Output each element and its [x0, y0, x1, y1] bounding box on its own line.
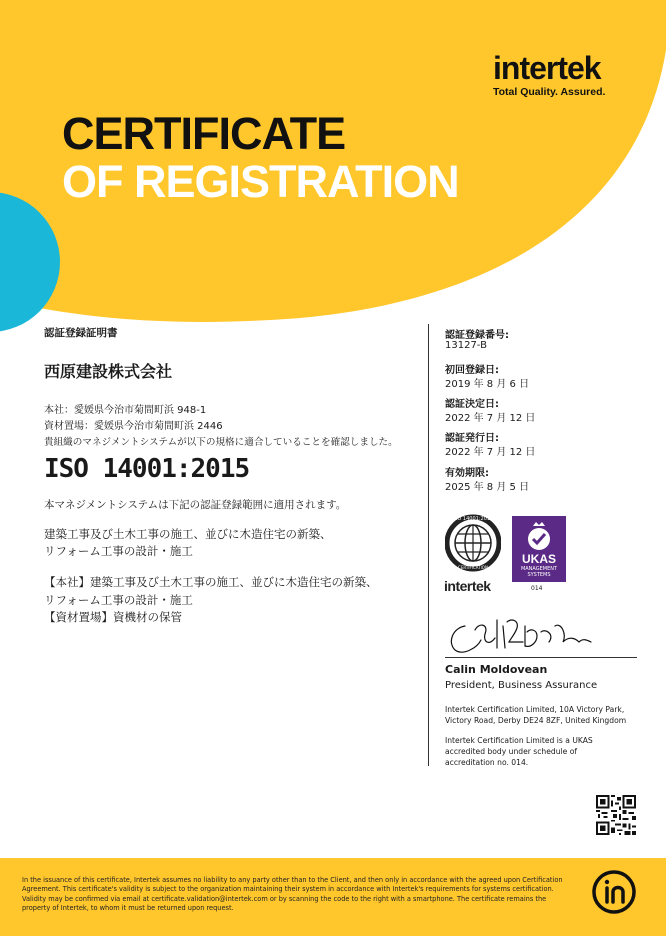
signatory-name: Calin Moldovean — [445, 663, 548, 676]
footer-disclaimer — [22, 876, 567, 914]
title-line-1: CERTIFICATE — [62, 108, 346, 159]
logo-tagline: Total Quality. Assured. — [493, 86, 606, 98]
ukas-statement-line: accreditation no. 014. — [445, 758, 529, 767]
address-line: 資材置場：愛媛県今治市菊間町浜 2446 — [44, 421, 223, 432]
seal-ring-bottom: CERTIFICATION — [458, 565, 488, 570]
confirmation-text: 貴組織のマネジメントシステムが以下の規格に適合していることを確認しました。 — [44, 437, 398, 448]
signatory-title: President, Business Assurance — [445, 680, 598, 691]
signature-line — [445, 657, 637, 658]
address-line: 本社：愛媛県今治市菊間町浜 948-1 — [44, 405, 207, 416]
field-value: 2022 年 7 月 12 日 — [445, 447, 536, 458]
certificate-title — [62, 110, 459, 206]
ukas-mark — [512, 516, 566, 582]
iso-certification-seal — [445, 513, 501, 577]
footer-line: In the issuance of this certificate, Intertek assumes no liability to any party other than to the Client, and then only in accordance with the agreed upon Certification — [22, 876, 563, 884]
ukas-number: 014 — [531, 585, 543, 592]
field-label: 有効期限: — [445, 468, 489, 479]
field-label: 認証決定日: — [445, 399, 499, 410]
document-label: 認証登録証明書 — [44, 327, 118, 339]
iso-standard: ISO 14001:2015 — [44, 454, 250, 484]
scope-line: 【本社】建築工事及び土木工事の施工、並びに木造住宅の新築、 — [44, 575, 378, 589]
footer-line: property of Intertek, to whom it must be returned upon request. — [22, 904, 234, 913]
field-value: 2025 年 8 月 5 日 — [445, 482, 530, 493]
footer-line: Validity may be confirmed via email at certificate.validation@intertek.com or by scanning the code to the right with a smartphone. The certificate remains the — [22, 894, 547, 903]
field-value: 2022 年 7 月 12 日 — [445, 413, 536, 424]
ukas-sub: MANAGEMENT — [520, 566, 558, 572]
issuer-address-line: Intertek Certification Limited, 10A Victory Park, — [445, 705, 625, 714]
scope-intro: 本マネジメントシステムは下記の認証登録範囲に適用されます。 — [44, 499, 347, 511]
intertek-logo — [493, 52, 605, 98]
title-line-2: OF REGISTRATION — [62, 156, 459, 207]
ukas-statement-line: accredited body under schedule of — [445, 747, 578, 756]
seal-wordmark: intertek — [444, 578, 491, 594]
seal-ring-text: ISO 14001:2015 — [452, 516, 494, 522]
scope-line: リフォーム工事の設計・施工 — [44, 593, 193, 607]
field-label: 初回登録日: — [445, 365, 499, 376]
ukas-sub: SYSTEMS — [527, 572, 551, 578]
scope-line: リフォーム工事の設計・施工 — [44, 544, 193, 558]
crown-tick-icon — [522, 520, 556, 552]
field-value: 2019 年 8 月 6 日 — [445, 379, 530, 390]
company-name: 西原建設株式会社 — [44, 362, 173, 381]
ukas-word: UKAS — [521, 552, 556, 566]
logo-wordmark: intertek — [493, 50, 601, 86]
ukas-statement-line: Intertek Certification Limited is a UKAS — [445, 736, 593, 745]
field-value: 13127-B — [445, 340, 487, 351]
field-label: 認証登録番号: — [445, 330, 509, 341]
field-label: 認証発行日: — [445, 433, 499, 444]
qr-code[interactable] — [596, 795, 636, 835]
intertek-in-icon — [590, 868, 638, 916]
column-divider — [428, 324, 429, 766]
issuer-address-line: Victory Road, Derby DE24 8ZF, United Kingdom — [445, 716, 627, 725]
scope-line: 【資材置場】資機材の保管 — [44, 610, 182, 624]
scope-line: 建築工事及び土木工事の施工、並びに木造住宅の新築、 — [44, 527, 332, 541]
footer-line: Agreement. This certificate's validity is subject to the organization maintaining their system in accordance with Intertek's requirements for systems certification. — [22, 885, 554, 894]
handwritten-signature — [445, 612, 595, 656]
